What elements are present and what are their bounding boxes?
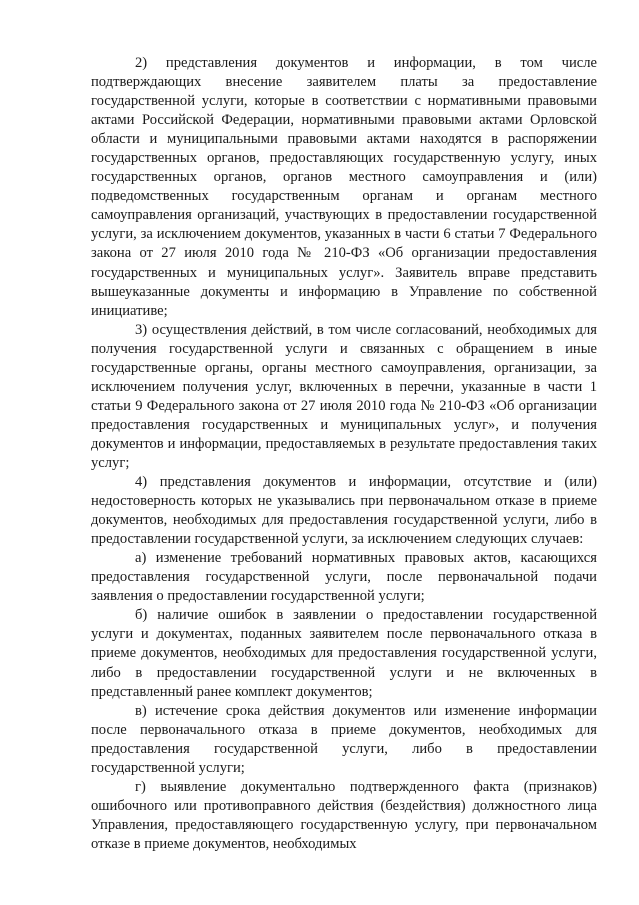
- paragraph-subitem-v: в) истечение срока действия документов или изменение информации после первоначального отказа в приеме документов, необходимых для предоставления государственной услуги, либо в предоставлении государственной услуги;: [91, 702, 597, 776]
- paragraph-item-3: 3) осуществления действий, в том числе согласований, необходимых для получения государственной услуги и связанных с обращением в иные государственные органы, органы местного самоуправления, организации, за исключением получения услуг, включенных в перечни, указанные в части 1 статьи 9 Федерального закона от 27 июля 2010 года № 210-ФЗ «Об организации предоставления государственных и муниципальных услуг», и получения документов и информации, предоставляемых в результате предоставления таких услуг;: [91, 321, 597, 471]
- document-page: [91, 54, 597, 854]
- paragraph-item-2: 2) представления документов и информации, в том числе подтверждающих внесение заявителем платы за предоставление государственной услуги, которые в соответствии с нормативными правовыми актами Российской Федерации, нормативными правовыми актами Орловской области и муниципальными правовыми актами находятся в распоряжении государственных органов, предоставляющих государственную услугу, иных государственных органов, органов местного самоуправления и (или) подведомственных государственным органам и органам местного самоуправления организаций, участвующих в предоставлении государственной услуги, за исключением документов, указанных в части 6 статьи 7 Федерального закона от 27 июля 2010 года № 210-ФЗ «Об организации предоставления государственных и муниципальных услуг». Заявитель вправе представить вышеуказанные документы и информацию в Управление по собственной инициативе;: [91, 55, 597, 319]
- paragraph-item-4: 4) представления документов и информации, отсутствие и (или) недостоверность которых не указывались при первоначальном отказе в приеме документов, необходимых для предоставления государственной услуги, либо в предоставлении государственной услуги, за исключением следующих случаев:: [91, 474, 597, 548]
- paragraph-subitem-b: б) наличие ошибок в заявлении о предоставлении государственной услуги и документах, поданных заявителем после первоначального отказа в приеме документов, необходимых для предоставления государственной услуги, либо в предоставлении государственной услуги и не включенных в представленный ранее комплект документов;: [91, 607, 597, 700]
- paragraph-subitem-g: г) выявление документально подтвержденного факта (признаков) ошибочного или противоправного действия (бездействия) должностного лица Управления, предоставляющего государственную услугу, при первоначальном отказе в приеме документов, необходимых: [91, 778, 597, 852]
- paragraph-subitem-a: а) изменение требований нормативных правовых актов, касающихся предоставления государственной услуги, после первоначальной подачи заявления о предоставлении государственной услуги;: [91, 550, 597, 605]
